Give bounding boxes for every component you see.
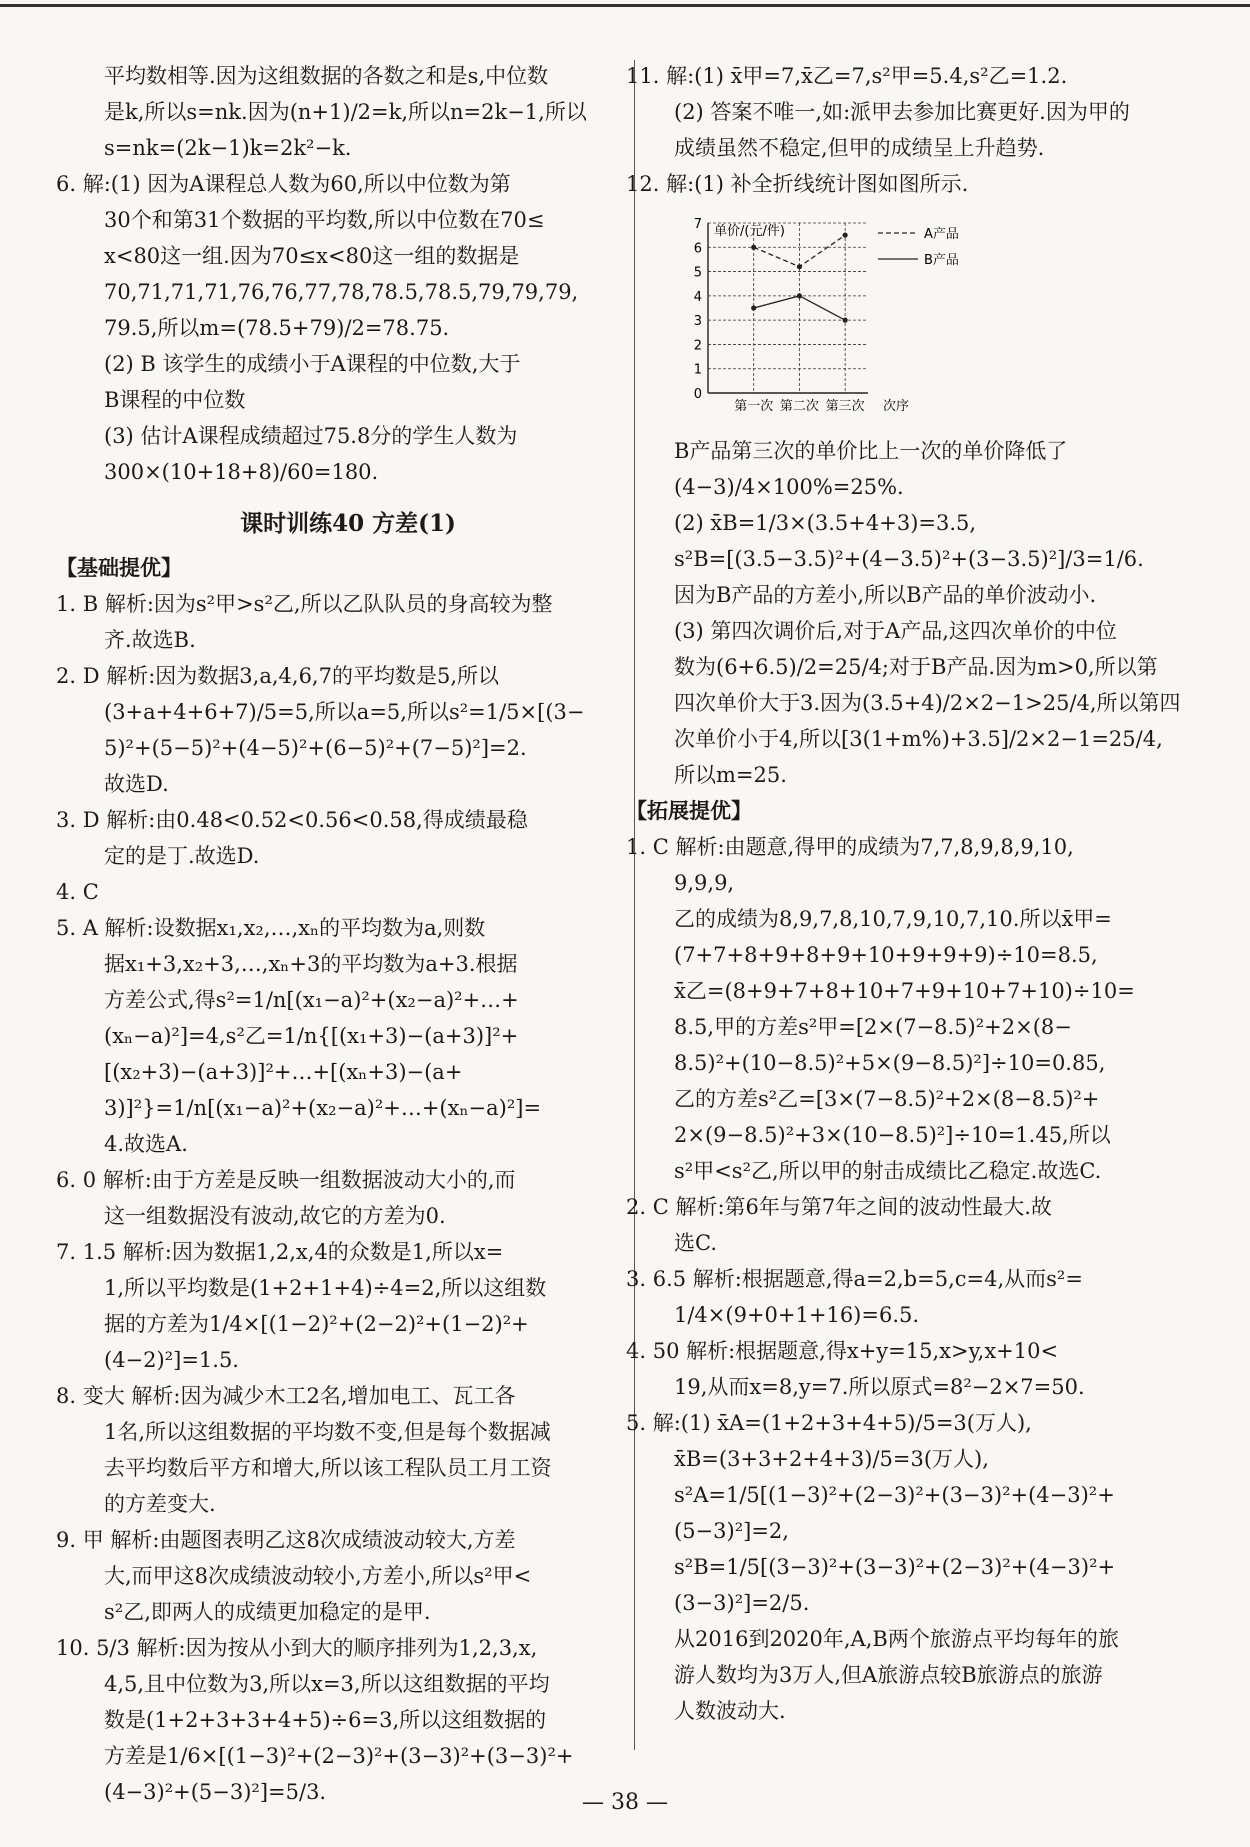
text-line: 12. 解:(1) 补全折线统计图如图所示. xyxy=(626,172,969,196)
text-line: (2) B 该学生的成绩小于A课程的中位数,大于 xyxy=(104,352,521,376)
text-line: s²B=1/5[(3−3)²+(3−3)²+(2−3)²+(4−3)²+ xyxy=(674,1555,1116,1579)
text-line: 6. 0 解析:由于方差是反映一组数据波动大小的,而 xyxy=(56,1168,516,1192)
y-axis-label: 单价/(元/件) xyxy=(714,224,785,239)
data-point xyxy=(797,293,802,298)
right-top-text xyxy=(626,58,1183,202)
text-line: 70,71,71,71,76,76,77,78,78.5,78.5,79,79,79, xyxy=(104,280,579,304)
text-line: 方差公式,得s²=1/n[(x₁−a)²+(x₂−a)²+…+ xyxy=(104,988,519,1012)
text-line: 19,从而x=8,y=7.所以原式=8²−2×7=50. xyxy=(674,1375,1085,1399)
text-line: 2. D 解析:因为数据3,a,4,6,7的平均数是5,所以 xyxy=(56,664,499,688)
text-line: 1名,所以这组数据的平均数不变,但是每个数据减 xyxy=(104,1420,551,1444)
left-column xyxy=(56,58,618,1810)
text-line: 8. 变大 解析:因为减少木工2名,增加电工、瓦工各 xyxy=(56,1384,516,1408)
text-line: 据x₁+3,x₂+3,…,xₙ+3的平均数为a+3.根据 xyxy=(104,952,518,976)
text-line: 2×(9−8.5)²+3×(10−8.5)²]÷10=1.45,所以 xyxy=(674,1123,1111,1147)
text-line: 1,所以平均数是(1+2+1+4)÷4=2,所以这组数 xyxy=(104,1276,547,1300)
text-line: 据的方差为1/4×[(1−2)²+(2−2)²+(1−2)²+ xyxy=(104,1312,529,1336)
x-tick-label: 第二次 xyxy=(779,399,819,414)
text-line: (3) 第四次调价后,对于A产品,这四次单价的中位 xyxy=(674,619,1117,643)
text-line: 从2016到2020年,A,B两个旅游点平均每年的旅 xyxy=(674,1627,1119,1651)
x-axis-label: 次序 xyxy=(882,399,910,414)
text-line: (5−3)²]=2, xyxy=(674,1519,789,1543)
y-tick-label: 0 xyxy=(693,387,702,402)
text-line: 7. 1.5 解析:因为数据1,2,x,4的众数是1,所以x= xyxy=(56,1240,504,1264)
legend-label: B产品 xyxy=(924,253,959,268)
text-line: 游人数均为3万人,但A旅游点较B旅游点的旅游 xyxy=(674,1663,1103,1687)
text-line: 8.5)²+(10−8.5)²+5×(9−8.5)²]÷10=0.85, xyxy=(674,1051,1106,1075)
text-line: 300×(10+18+8)/60=180. xyxy=(104,460,379,484)
text-line: 人数波动大. xyxy=(674,1699,786,1723)
text-line: 30个和第31个数据的平均数,所以中位数在70≤ xyxy=(104,208,545,232)
text-line: x̄B=(3+3+2+4+3)/5=3(万人), xyxy=(674,1447,989,1471)
text-line: 5)²+(5−5)²+(4−5)²+(6−5)²+(7−5)²]=2. xyxy=(104,736,527,760)
text-line: 乙的成绩为8,9,7,8,10,7,9,10,7,10.所以x̄甲= xyxy=(674,907,1112,931)
text-line: 选C. xyxy=(674,1231,717,1255)
data-point xyxy=(751,245,756,250)
text-line: 四次单价大于3.因为(3.5+4)/2×2−1>25/4,所以第四 xyxy=(674,691,1181,715)
text-line: (3) 估计A课程成绩超过75.8分的学生人数为 xyxy=(104,424,518,448)
page-number-value: 38 xyxy=(611,1790,639,1815)
text-line: (3+a+4+6+7)/5=5,所以a=5,所以s²=1/5×[(3− xyxy=(104,700,585,724)
text-line: 4,5,且中位数为3,所以x=3,所以这组数据的平均 xyxy=(104,1672,550,1696)
y-tick-label: 3 xyxy=(693,314,702,330)
text-line: s²B=[(3.5−3.5)²+(4−3.5)²+(3−3.5)²]/3=1/6. xyxy=(674,547,1144,571)
text-line: (7+7+8+9+8+9+10+9+9+9)÷10=8.5, xyxy=(674,943,1098,967)
text-line: 定的是丁.故选D. xyxy=(104,844,260,868)
text-line: (2) 答案不唯一,如:派甲去参加比赛更好.因为甲的 xyxy=(674,100,1130,124)
text-line: x̄乙=(8+9+7+8+10+7+9+10+7+10)÷10= xyxy=(674,979,1135,1003)
text-line: 9,9,9, xyxy=(674,871,735,895)
text-line: 3. D 解析:由0.48<0.52<0.56<0.58,得成绩最稳 xyxy=(56,808,528,832)
data-point xyxy=(751,305,756,310)
x-tick-label: 第三次 xyxy=(825,399,865,414)
text-line: 3)]²}=1/n[(x₁−a)²+(x₂−a)²+…+(xₙ−a)²]= xyxy=(104,1096,542,1120)
text-line: 课时训练40 方差(1) xyxy=(240,510,456,537)
text-line: (4−3)²+(5−3)²]=5/3. xyxy=(104,1780,327,1804)
text-line: 1. B 解析:因为s²甲>s²乙,所以乙队队员的身高较为整 xyxy=(56,592,553,616)
text-line: 平均数相等.因为这组数据的各数之和是s,中位数 xyxy=(104,64,549,88)
text-line: 大,而甲这8次成绩波动较小,方差小,所以s²甲< xyxy=(104,1564,532,1588)
y-tick-label: 1 xyxy=(693,362,702,378)
text-line: (2) x̄B=1/3×(3.5+4+3)=3.5, xyxy=(674,511,977,535)
text-line: B产品第三次的单价比上一次的单价降低了 xyxy=(674,439,1068,463)
data-point xyxy=(843,233,848,238)
text-line: (4−3)/4×100%=25%. xyxy=(674,475,904,499)
text-line: 【基础提优】 xyxy=(56,555,182,580)
text-line: 故选D. xyxy=(104,772,169,796)
text-line: 8.5,甲的方差s²甲=[2×(7−8.5)²+2×(8− xyxy=(674,1015,1072,1039)
data-point xyxy=(843,318,848,323)
price-line-chart xyxy=(668,208,968,418)
text-line: 数为(6+6.5)/2=25/4;对于B产品.因为m>0,所以第 xyxy=(674,655,1158,679)
text-line: 成绩虽然不稳定,但甲的成绩呈上升趋势. xyxy=(674,136,1045,160)
text-line: 4. C xyxy=(56,880,99,904)
text-line: 5. A 解析:设数据x₁,x₂,…,xₙ的平均数为a,则数 xyxy=(56,916,486,940)
text-line: (3−3)²]=2/5. xyxy=(674,1591,810,1615)
text-line: 5. 解:(1) x̄A=(1+2+3+4+5)/5=3(万人), xyxy=(626,1411,1032,1435)
text-line: 9. 甲 解析:由题图表明乙这8次成绩波动较大,方差 xyxy=(56,1528,516,1552)
x-tick-label: 第一次 xyxy=(734,399,774,414)
text-line: 1/4×(9+0+1+16)=6.5. xyxy=(674,1303,920,1327)
right-column xyxy=(626,58,1183,1729)
text-line: 10. 5/3 解析:因为按从小到大的顺序排列为1,2,3,x, xyxy=(56,1636,538,1660)
page-number: — 38 — xyxy=(582,1790,668,1815)
text-line: 1. C 解析:由题意,得甲的成绩为7,7,8,9,8,9,10, xyxy=(626,835,1074,859)
text-line: 因为B产品的方差小,所以B产品的单价波动小. xyxy=(674,583,1097,607)
data-point xyxy=(797,264,802,269)
y-tick-label: 5 xyxy=(693,265,702,281)
legend-label: A产品 xyxy=(924,227,959,242)
text-line: 4.故选A. xyxy=(104,1132,188,1156)
text-line: 3. 6.5 解析:根据题意,得a=2,b=5,c=4,从而s²= xyxy=(626,1267,1083,1291)
text-line: s=nk=(2k−1)k=2k²−k. xyxy=(104,136,352,160)
text-line: 次单价小于4,所以[3(1+m%)+3.5]/2×2−1=25/4, xyxy=(674,727,1163,751)
text-line: 齐.故选B. xyxy=(104,628,196,652)
text-line: s²A=1/5[(1−3)²+(2−3)²+(3−3)²+(4−3)²+ xyxy=(674,1483,1115,1507)
text-line: x<80这一组.因为70≤x<80这一组的数据是 xyxy=(104,244,520,268)
text-line: 去平均数后平方和增大,所以该工程队员工月工资 xyxy=(104,1456,552,1480)
text-line: 是k,所以s=nk.因为(n+1)/2=k,所以n=2k−1,所以 xyxy=(104,100,587,124)
column-divider xyxy=(634,60,635,1750)
text-line: 所以m=25. xyxy=(674,763,787,787)
y-tick-label: 2 xyxy=(693,338,702,354)
text-line: B课程的中位数 xyxy=(104,388,246,412)
text-line: (4−2)²]=1.5. xyxy=(104,1348,239,1372)
text-line: 数是(1+2+3+3+4+5)÷6=3,所以这组数据的 xyxy=(104,1708,547,1732)
text-line: 4. 50 解析:根据题意,得x+y=15,x>y,x+10< xyxy=(626,1339,1059,1363)
text-line: s²乙,即两人的成绩更加稳定的是甲. xyxy=(104,1600,431,1624)
text-line: [(x₂+3)−(a+3)]²+…+[(xₙ+3)−(a+ xyxy=(104,1060,463,1084)
y-tick-label: 7 xyxy=(693,217,702,232)
y-tick-label: 4 xyxy=(693,289,702,305)
text-line: 乙的方差s²乙=[3×(7−8.5)²+2×(8−8.5)²+ xyxy=(674,1087,1100,1111)
text-line: 【拓展提优】 xyxy=(626,798,752,823)
right-bottom-text xyxy=(626,433,1183,1729)
text-line: 的方差变大. xyxy=(104,1492,216,1516)
text-line: 79.5,所以m=(78.5+79)/2=78.75. xyxy=(104,316,450,340)
text-line: 6. 解:(1) 因为A课程总人数为60,所以中位数为第 xyxy=(56,172,511,196)
text-line: 11. 解:(1) x̄甲=7,x̄乙=7,s²甲=5.4,s²乙=1.2. xyxy=(626,64,1068,88)
y-tick-label: 6 xyxy=(693,241,702,257)
text-line: 这一组数据没有波动,故它的方差为0. xyxy=(104,1204,446,1228)
text-line: 2. C 解析:第6年与第7年之间的波动性最大.故 xyxy=(626,1195,1052,1219)
top-rule xyxy=(0,4,1250,7)
text-line: s²甲<s²乙,所以甲的射击成绩比乙稳定.故选C. xyxy=(674,1159,1102,1183)
text-line: 方差是1/6×[(1−3)²+(2−3)²+(3−3)²+(3−3)²+ xyxy=(104,1744,574,1768)
text-line: (xₙ−a)²]=4,s²乙=1/n{[(x₁+3)−(a+3)]²+ xyxy=(104,1024,519,1048)
